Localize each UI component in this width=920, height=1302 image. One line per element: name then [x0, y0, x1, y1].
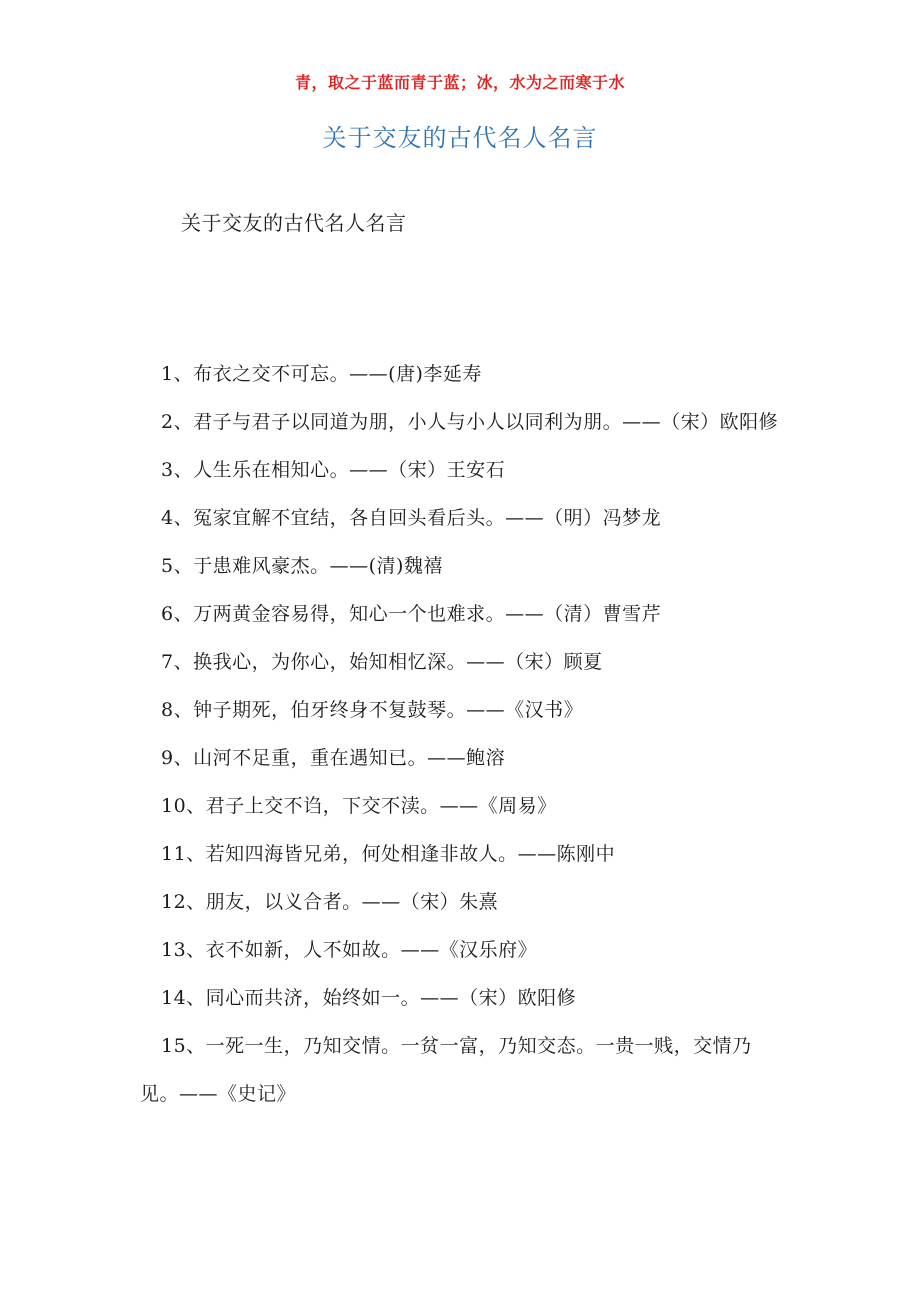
quote-item: 9、山河不足重，重在遇知已。——鲍溶 — [161, 747, 506, 769]
document-title: 关于交友的古代名人名言 — [322, 124, 598, 152]
quote-item: 1、布衣之交不可忘。——(唐)李延寿 — [161, 363, 482, 385]
quote-item: 8、钟子期死，伯牙终身不复鼓琴。——《汉书》 — [161, 699, 584, 721]
quote-item: 5、于患难风豪杰。——(清)魏禧 — [161, 555, 443, 577]
quote-list — [140, 350, 780, 1118]
quote-item: 2、君子与君子以同道为朋，小人与小人以同利为朋。——（宋）欧阳修 — [161, 411, 779, 433]
quote-item: 13、衣不如新，人不如故。——《汉乐府》 — [161, 939, 538, 961]
quote-item: 12、朋友，以义合者。——（宋）朱熹 — [161, 891, 499, 913]
quote-item: 11、若知四海皆兄弟，何处相逢非故人。——陈刚中 — [161, 843, 616, 865]
quote-item: 14、同心而共济，始终如一。——（宋）欧阳修 — [161, 987, 577, 1009]
quote-item: 10、君子上交不诌，下交不渎。——《周易》 — [161, 795, 557, 817]
quote-item: 7、换我心，为你心，始知相忆深。——（宋）顾夏 — [161, 651, 603, 673]
document-subtitle: 关于交友的古代名人名言 — [181, 211, 407, 235]
header-motto: 青，取之于蓝而青于蓝；冰，水为之而寒于水 — [294, 73, 625, 92]
quote-item: 6、万两黄金容易得，知心一个也难求。——（清）曹雪芹 — [161, 603, 662, 625]
quote-item: 3、人生乐在相知心。——（宋）王安石 — [161, 459, 506, 481]
quote-item: 15、一死一生，乃知交情。一贫一富，乃知交态。一贵一贱，交情乃见。——《史记》 — [140, 1035, 752, 1105]
quote-item: 4、冤家宜解不宜结，各自回头看后头。——（明）冯梦龙 — [161, 507, 662, 529]
